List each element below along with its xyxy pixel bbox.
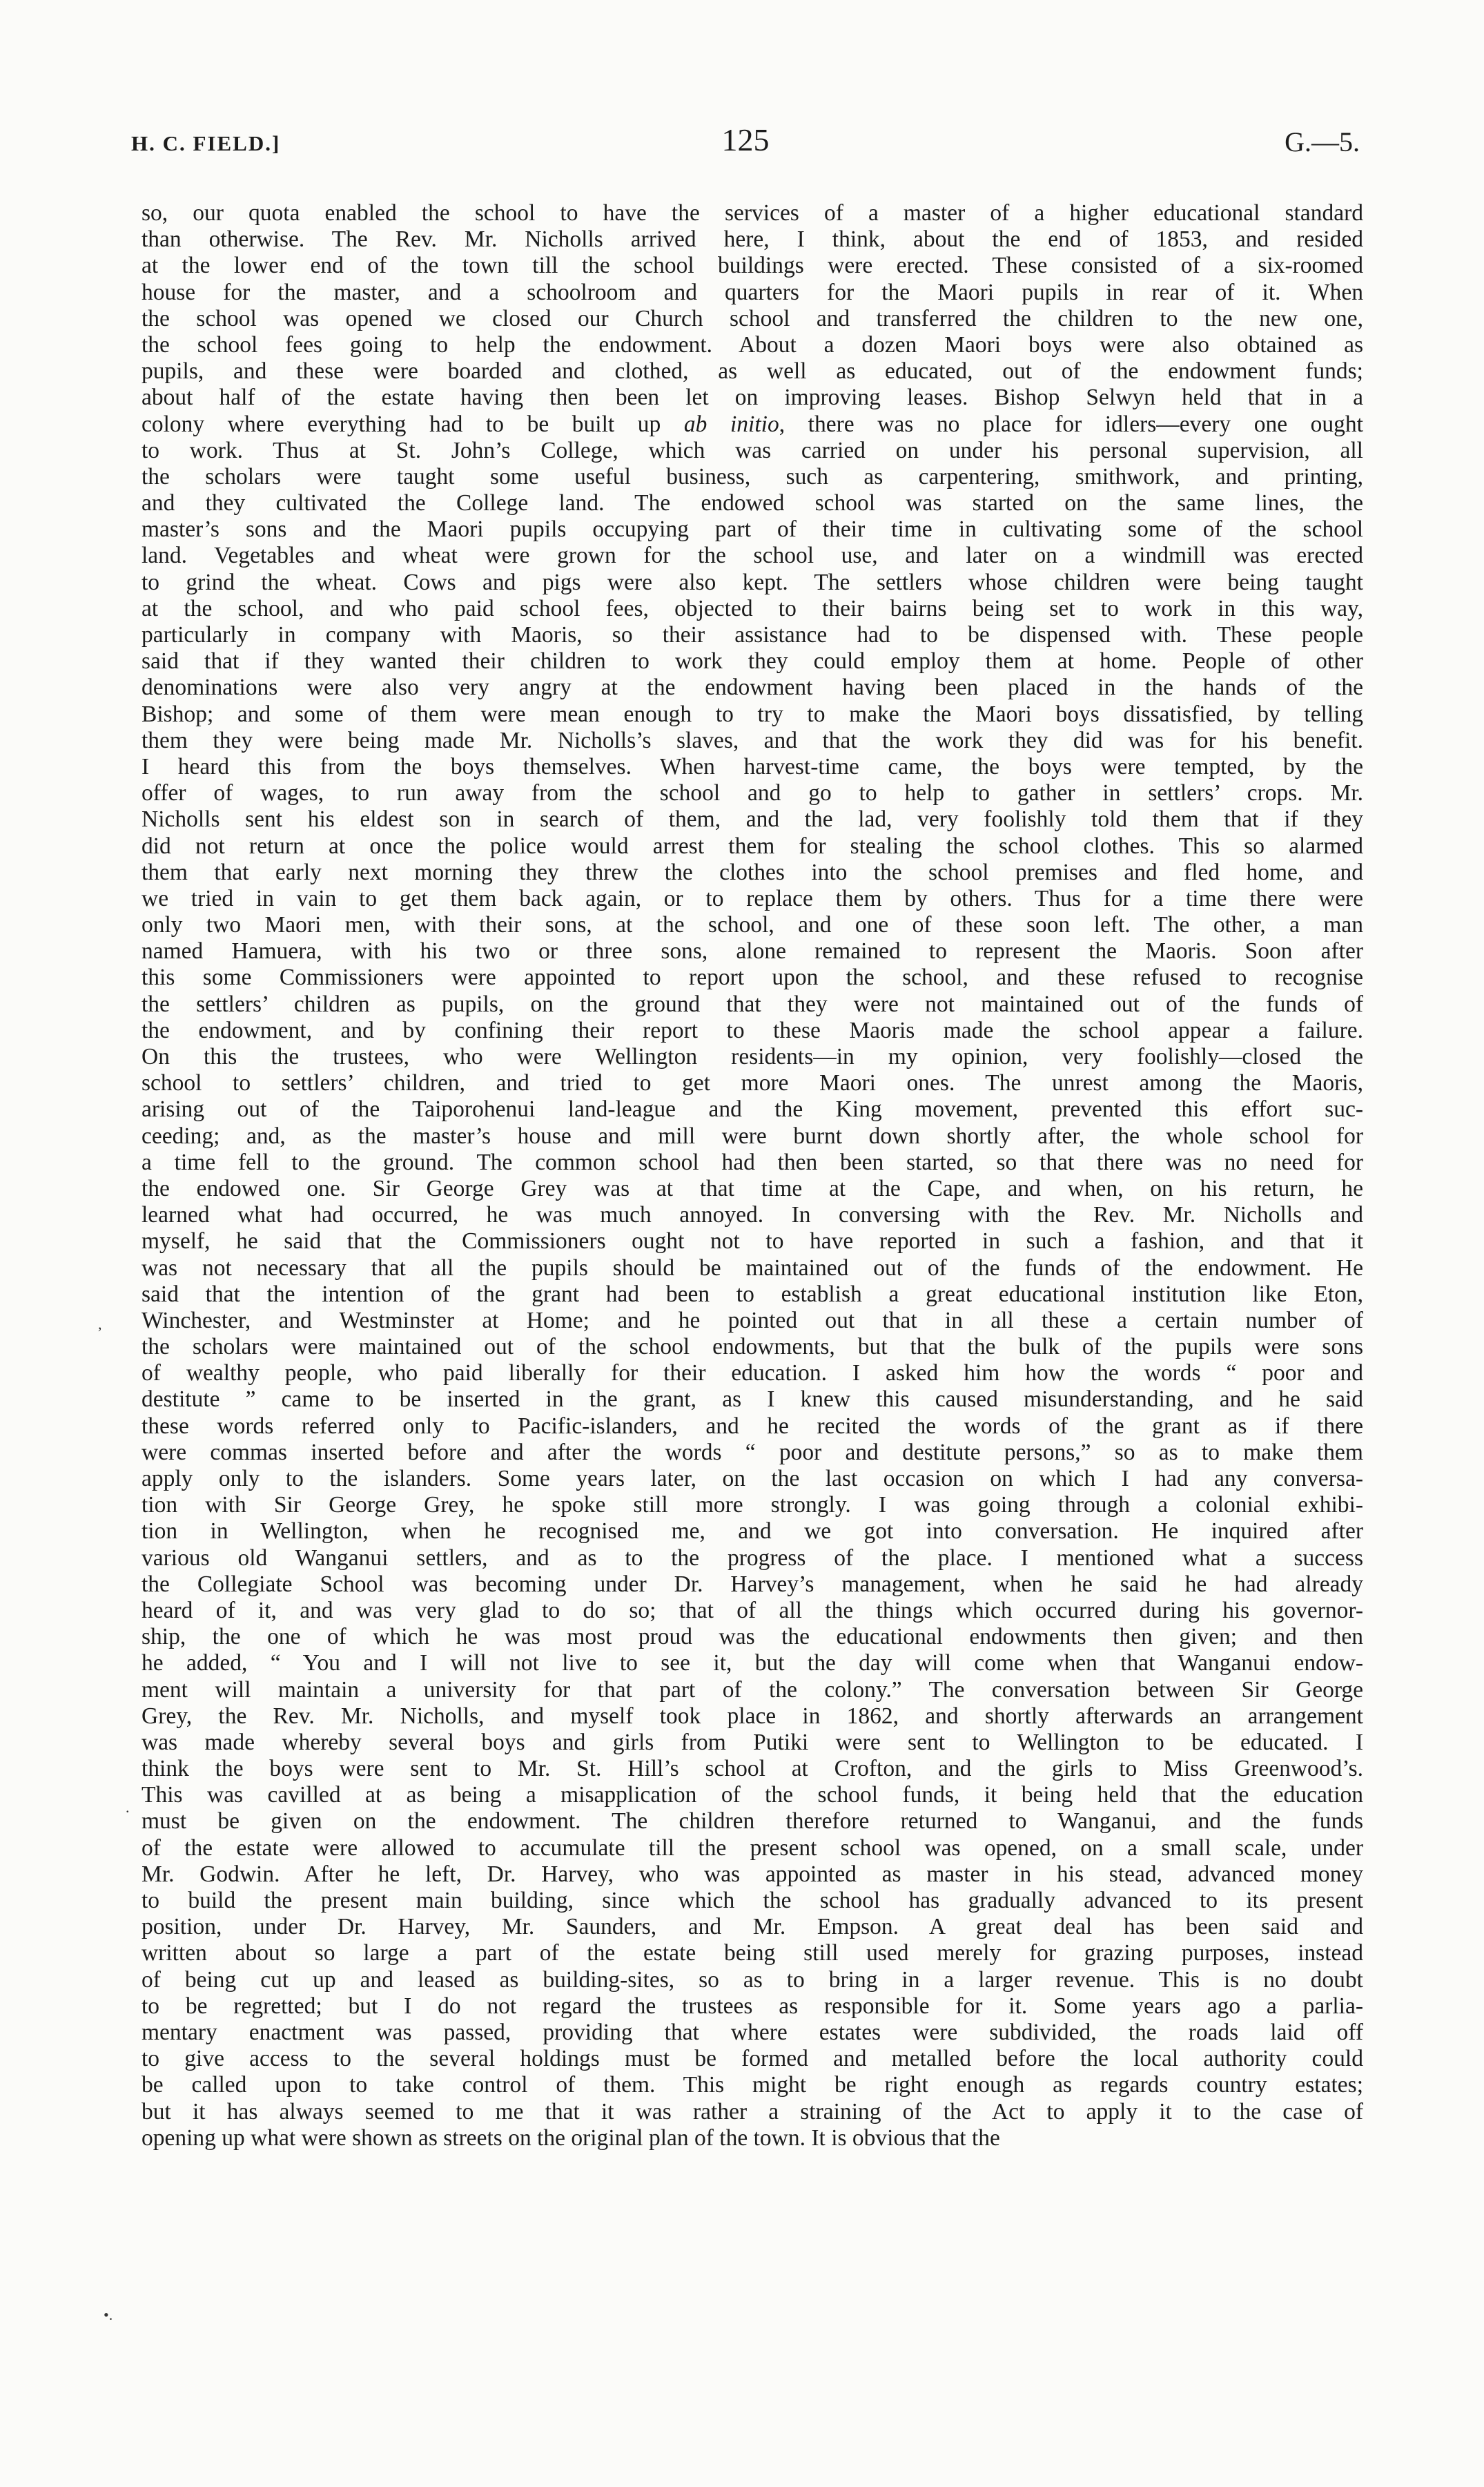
text-line: ship, the one of which he was most proud was the educational endowments then given; and then <box>141 1624 1363 1650</box>
page-number: 125 <box>721 122 770 157</box>
text-line: so, our quota enabled the school to have the services of a master of a higher educational standard <box>141 200 1363 226</box>
text-line: was not necessary that all the pupils should be maintained out of the funds of the endowment. He <box>141 1255 1363 1281</box>
text-line: of the estate were allowed to accumulate till the present school was opened, on a small scale, under <box>141 1835 1363 1861</box>
text-line: mentary enactment was passed, providing that where estates were subdivided, the roads laid off <box>141 2019 1363 2045</box>
text-line: school to settlers’ children, and tried to get more Maori ones. The unrest among the Maoris, <box>141 1070 1363 1096</box>
text-line: these words referred only to Pacific-islanders, and he recited the words of the grant as if there <box>141 1413 1363 1439</box>
italic-phrase: ab initio <box>683 411 779 437</box>
text-line: at the lower end of the town till the school buildings were erected. These consisted of a six-roomed <box>141 253 1363 279</box>
text-line: heard of it, and was very glad to do so; that of all the things which occurred during his governor- <box>141 1597 1363 1623</box>
text-line: Winchester, and Westminster at Home; and he pointed out that in all these a certain number of <box>141 1307 1363 1333</box>
text-line: named Hamuera, with his two or three sons, alone remained to represent the Maoris. Soon after <box>141 938 1363 965</box>
text-line: the settlers’ children as pupils, on the ground that they were not maintained out of the funds of <box>141 991 1363 1017</box>
text-line: Nicholls sent his eldest son in search of them, and the lad, very foolishly told them that if they <box>141 806 1363 833</box>
text-line: the school fees going to help the endowment. About a dozen Maori boys were also obtained as <box>141 331 1363 358</box>
text-line: them that early next morning they threw the clothes into the school premises and fled home, and <box>141 859 1363 885</box>
text-line: the scholars were maintained out of the school endowments, but that the bulk of the pupils were sons <box>141 1334 1363 1360</box>
text-line: the Collegiate School was becoming under Dr. Harvey’s management, when he said he had already <box>141 1571 1363 1597</box>
text-line: said that if they wanted their children to work they could employ them at home. People of other <box>141 648 1363 675</box>
text-line: to give access to the several holdings must be formed and metalled before the local authority could <box>141 2046 1363 2072</box>
text-line: to be regretted; but I do not regard the trustees as responsible for it. Some years ago a parlia- <box>141 1993 1363 2019</box>
text-line: to work. Thus at St. John’s College, which was carried on under his personal supervision, all <box>141 437 1363 463</box>
text-line: On this the trustees, who were Wellington residents—in my opinion, very foolishly—closed the <box>141 1044 1363 1070</box>
header-witness-name: H. C. FIELD.] <box>131 131 281 155</box>
text-line: and they cultivated the College land. The endowed school was started on the same lines, the <box>141 490 1363 516</box>
text-line: opening up what were shown as streets on the original plan of the town. It is obvious that the <box>141 2125 1000 2151</box>
text-line: master’s sons and the Maori pupils occupying part of their time in cultivating some of the school <box>141 516 1363 543</box>
text-line: this some Commissioners were appointed to report upon the school, and these refused to recognise <box>141 965 1363 991</box>
text-line: Bishop; and some of them were mean enough to try to make the Maori boys dissatisfied, by telling <box>141 701 1363 727</box>
text-line: were commas inserted before and after the words “ poor and destitute persons,” so as to make them <box>141 1439 1363 1465</box>
page-header <box>131 119 1360 160</box>
header-paper-reference: G.—5. <box>1285 126 1360 157</box>
text-line: he added, “ You and I will not live to see it, but the day will come when that Wanganui endow- <box>141 1650 1363 1676</box>
margin-mark: •. <box>104 2306 113 2323</box>
body-text <box>141 200 1363 2151</box>
text-line: a time fell to the ground. The common school had then been started, so that there was no need for <box>141 1149 1363 1175</box>
text-line: myself, he said that the Commissioners ought not to have reported in such a fashion, and that it <box>141 1228 1363 1255</box>
text-line: at the school, and who paid school fees, objected to their bairns being set to work in this way, <box>141 595 1363 621</box>
text-line: position, under Dr. Harvey, Mr. Saunders, and Mr. Empson. A great deal has been said and <box>141 1914 1363 1940</box>
text-line: Mr. Godwin. After he left, Dr. Harvey, who was appointed as master in his stead, advanced money <box>141 1861 1363 1887</box>
text-line: them they were being made Mr. Nicholls’s slaves, and that the work they did was for his benefit. <box>141 727 1363 753</box>
text-line: pupils, and these were boarded and clothed, as well as educated, out of the endowment funds; <box>141 358 1363 385</box>
text-line: must be given on the endowment. The children therefore returned to Wanganui, and the funds <box>141 1808 1363 1835</box>
text-line: the endowment, and by confining their report to these Maoris made the school appear a failure. <box>141 1017 1363 1043</box>
text-line: the endowed one. Sir George Grey was at that time at the Cape, and when, on his return, he <box>141 1175 1363 1201</box>
text-line: apply only to the islanders. Some years later, on the last occasion on which I had any conversa- <box>141 1466 1363 1491</box>
text-line: ment will maintain a university for that part of the colony.” The conversation between Sir George <box>141 1676 1363 1703</box>
text-line: land. Vegetables and wheat were grown for the school use, and later on a windmill was erected <box>141 543 1363 569</box>
text-line: arising out of the Taiporohenui land-league and the King movement, prevented this effort suc- <box>141 1096 1363 1123</box>
text-line: did not return at once the police would arrest them for stealing the school clothes. This so alarmed <box>141 833 1363 859</box>
text-line: only two Maori men, with their sons, at the school, and one of these soon left. The other, a man <box>141 912 1363 938</box>
text-line: various old Wanganui settlers, and as to the progress of the place. I mentioned what a success <box>141 1545 1363 1571</box>
text-line: tion with Sir George Grey, he spoke still more strongly. I was going through a colonial exhibi- <box>141 1492 1363 1518</box>
text-line: to grind the wheat. Cows and pigs were also kept. The settlers whose children were being taught <box>141 569 1363 595</box>
text-line: written about so large a part of the estate being still used merely for grazing purposes, instead <box>141 1940 1363 1966</box>
text-line: we tried in vain to get them back again, or to replace them by others. Thus for a time there were <box>141 885 1363 911</box>
text-line: of being cut up and leased as building-sites, so as to bring in a larger revenue. This is no doubt <box>141 1966 1363 1993</box>
margin-mark: . <box>126 1799 130 1816</box>
text-line: be called upon to take control of them. This might be right enough as regards country estates; <box>141 2072 1363 2098</box>
text-line: ceeding; and, as the master’s house and mill were burnt down shortly after, the whole school for <box>141 1123 1363 1149</box>
text-line: Grey, the Rev. Mr. Nicholls, and myself took place in 1862, and shortly afterwards an arrangement <box>141 1703 1363 1729</box>
text-line: than otherwise. The Rev. Mr. Nicholls arrived here, I think, about the end of 1853, and resided <box>141 226 1363 253</box>
text-line: said that the intention of the grant had been to establish a great educational institution like Eton, <box>141 1281 1363 1307</box>
text-line: think the boys were sent to Mr. St. Hill’s school at Crofton, and the girls to Miss Greenwood’s. <box>141 1756 1363 1782</box>
text-line: learned what had occurred, he was much annoyed. In conversing with the Rev. Mr. Nicholls and <box>141 1202 1363 1228</box>
text-line: This was cavilled at as being a misapplication of the school funds, it being held that the education <box>141 1782 1363 1808</box>
text-line: the school was opened we closed our Church school and transferred the children to the new one, <box>141 305 1363 331</box>
text-line: of wealthy people, who paid liberally for their education. I asked him how the words “ poor and <box>141 1360 1363 1386</box>
text-line: to build the present main building, since which the school has gradually advanced to its present <box>141 1888 1363 1913</box>
text-line: denominations were also very angry at the endowment having been placed in the hands of the <box>141 675 1363 701</box>
text-line: about half of the estate having then been let on improving leases. Bishop Selwyn held that in a <box>141 385 1363 411</box>
text-line: tion in Wellington, when he recognised me, and we got into conversation. He inquired after <box>141 1518 1363 1545</box>
text-line: colony where everything had to be built up ab initio, there was no place for idlers—every one ought <box>141 411 1363 437</box>
margin-mark: , <box>98 1315 102 1333</box>
text-line: the scholars were taught some useful business, such as carpentering, smithwork, and printing, <box>141 463 1363 490</box>
text-line: offer of wages, to run away from the school and go to help to gather in settlers’ crops. Mr. <box>141 780 1363 806</box>
text-line: I heard this from the boys themselves. When harvest-time came, the boys were tempted, by the <box>141 753 1363 780</box>
text-line: house for the master, and a schoolroom and quarters for the Maori pupils in rear of it. When <box>141 279 1363 305</box>
text-line: particularly in company with Maoris, so their assistance had to be dispensed with. These people <box>141 622 1363 648</box>
text-line: but it has always seemed to me that it was rather a straining of the Act to apply it to the case of <box>141 2098 1363 2125</box>
text-line: was made whereby several boys and girls from Putiki were sent to Wellington to be educated. I <box>141 1729 1363 1755</box>
text-line: destitute ” came to be inserted in the grant, as I knew this caused misunderstanding, and he said <box>141 1386 1363 1413</box>
